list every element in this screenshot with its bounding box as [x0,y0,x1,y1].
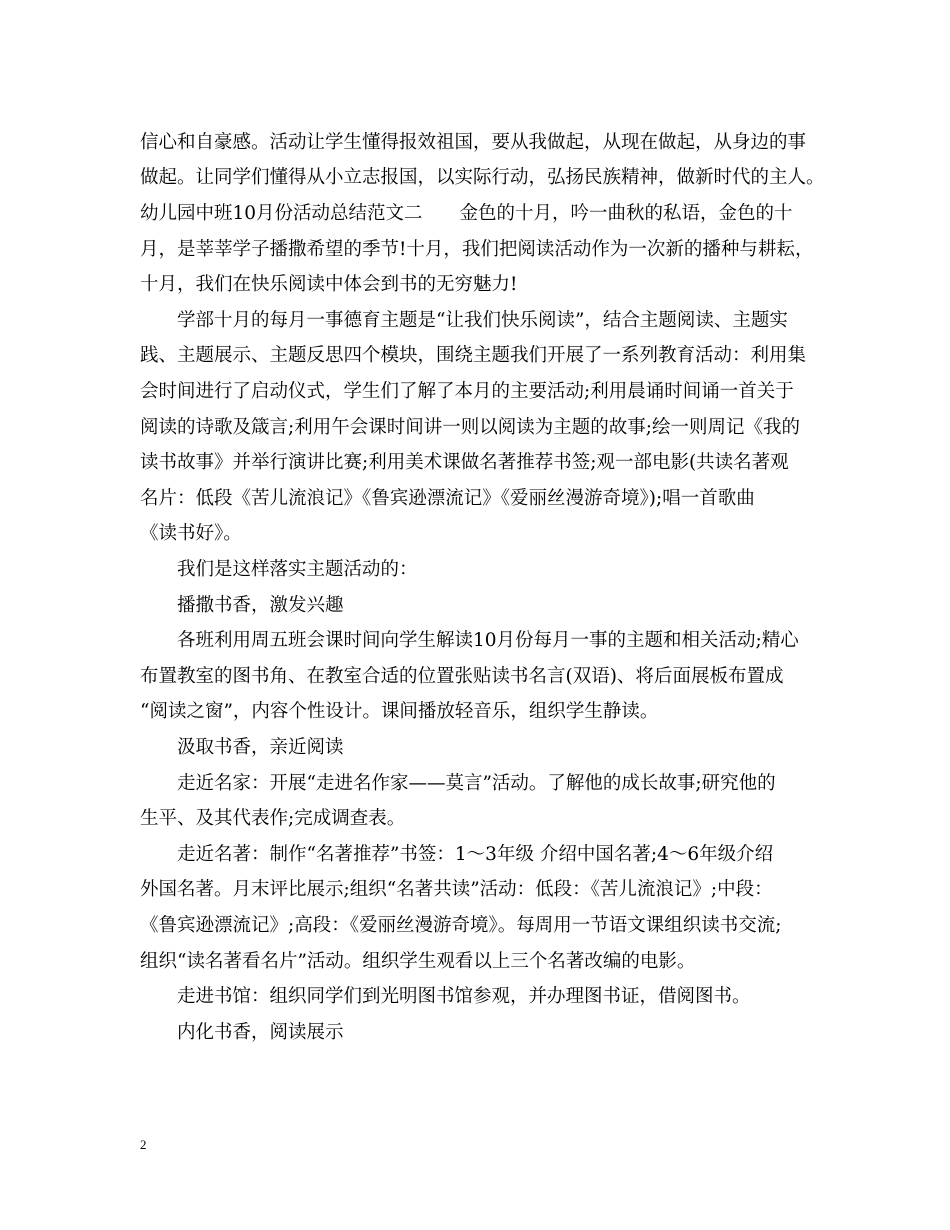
text-line: 走近名著：制作“名著推荐”书签：1～3年级 介绍中国名著;4～6年级介绍 [177,844,774,865]
text-line: 十月，我们在快乐阅读中体会到书的无穷魅力! [140,274,518,295]
text-line: 外国名著。月末评比展示;组织“名著共读”活动：低段：《苦儿流浪记》;中段： [140,879,773,900]
page-number: 2 [140,1137,147,1152]
text-line: 信心和自豪感。活动让学生懂得报效祖国，要从我做起，从现在做起，从身边的事 [140,132,807,153]
text-line: 各班利用周五班会课时间向学生解读10月份每月一事的主题和相关活动;精心 [177,630,799,651]
text-line: 布置教室的图书角、在教室合适的位置张贴读书名言(双语)、将后面展板布置成 [140,666,784,687]
text-line: 《鲁宾逊漂流记》;高段：《爱丽丝漫游奇境》。每周用一节语文课组织读书交流; [140,915,782,936]
text-line: 生平、及其代表作;完成调查表。 [140,808,406,829]
text-line: 幼儿园中班10月份活动总结范文二 金色的十月，吟一曲秋的私语，金色的十 [140,203,793,224]
section-heading: 播撒书香，激发兴趣 [177,595,344,616]
text-line: “阅读之窗”，内容个性设计。课间播放轻音乐，组织学生静读。 [140,701,659,722]
text-line: 走进书馆：组织同学们到光明图书馆参观，并办理图书证，借阅图书。 [177,986,751,1007]
text-line: 我们是这样落实主题活动的： [177,559,418,580]
section-heading: 汲取书香，亲近阅读 [177,737,344,758]
section-heading: 内化书香，阅读展示 [177,1022,344,1043]
text-line: 践、主题展示、主题反思四个模块，围绕主题我们开展了一系列教育活动：利用集 [140,345,807,366]
text-line: 会时间进行了启动仪式，学生们了解了本月的主要活动;利用晨诵时间诵一首关于 [140,381,794,402]
text-line: 走近名家：开展“走进名作家——莫言”活动。了解他的成长故事;研究他的 [177,773,776,794]
text-line: 学部十月的每月一事德育主题是“让我们快乐阅读”，结合主题阅读、主题实 [177,310,788,331]
text-line: 名片：低段《苦儿流浪记》《鲁宾逊漂流记》《爱丽丝漫游奇境》);唱一首歌曲 [140,488,755,509]
text-line: 阅读的诗歌及箴言;利用午会课时间讲一则以阅读为主题的故事;绘一则周记《我的 [140,417,800,438]
text-line: 《读书好》。 [140,523,242,544]
text-line: 做起。让同学们懂得从小立志报国，以实际行动，弘扬民族精神，做新时代的主人。 [140,167,825,188]
text-line: 月，是莘莘学子播撒希望的季节!十月，我们把阅读活动作为一次新的播种与耕耘， [140,239,814,260]
text-line: 组织“读名著看名片”活动。组织学生观看以上三个名著改编的电影。 [140,951,696,972]
text-line: 读书故事》并举行演讲比赛;利用美术课做名著推荐书签;观一部电影(共读名著观 [140,452,789,473]
